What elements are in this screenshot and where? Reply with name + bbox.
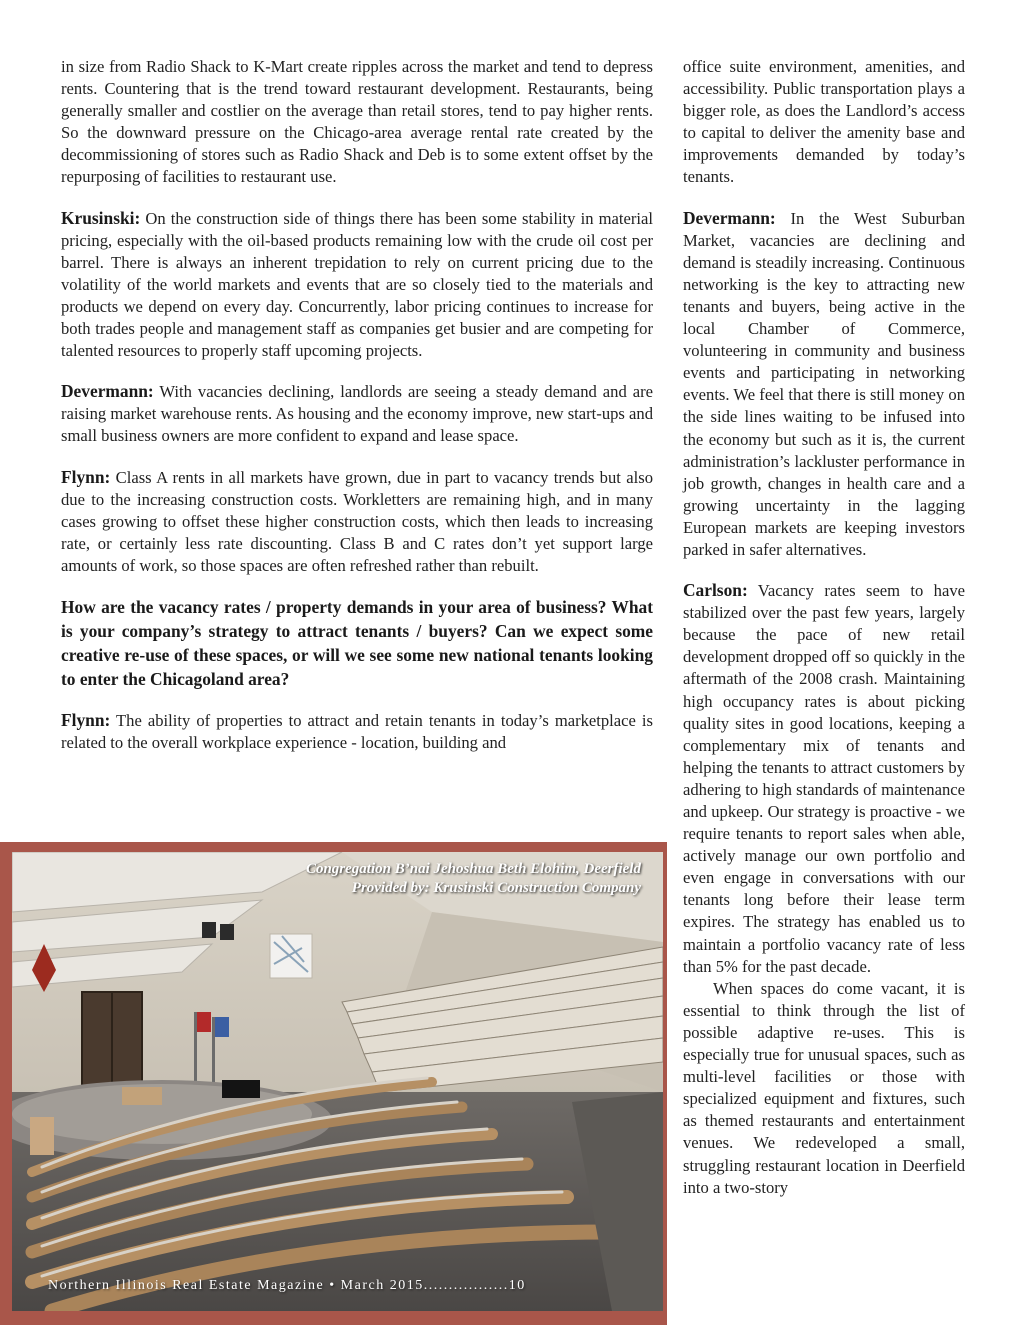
left-paragraph-2-text: On the construction side of things there has been some stability in material pricing, especially with the oil-based products remaining low with the crude oil cost per barrel. There is always an inherent trepidation to rely on current pricing due to the volatility of the world markets and events that are so closely tied to the materials and products we depend on every day. Concurrently, labor pricing continues to increase for both trades people and management staff as companies get busier and are competing for talented resources to properly staff upcoming projects. xyxy=(61,208,653,361)
speaker-devermann-2: Devermann: xyxy=(683,207,776,228)
speaker-krusinski: Krusinski: xyxy=(61,207,141,228)
page-footer: Northern Illinois Real Estate Magazine • March 2015.................10 xyxy=(48,1278,526,1293)
right-paragraph-3 xyxy=(683,579,965,978)
left-paragraph-2 xyxy=(61,207,653,363)
left-paragraph-4-text: Class A rents in all markets have grown, due in part to vacancy trends but also due to the increasing construction costs. Workletters are remaining high, and in many cases growing to offset these higher construction costs, which then leads to increasing rate, or certainly less rate discounting. Class B and C rates don’t yet support large amounts of work, so those spaces are often refreshed rather than rebuilt. xyxy=(61,467,653,575)
right-paragraph-1-text: office suite environment, amenities, and accessibility. Public transportation plays a bigger role, as does the Landlord’s access to capital to deliver the amenity base and improvements demanded by today’s tenants. xyxy=(683,57,965,187)
right-paragraph-3-text: Vacancy rates seem to have stabilized over the past few years, largely because the pace of new retail development dropped off so quickly in the aftermath of the 2008 crash. Maintaining high occupancy rates is about picking quality sites in good locations, keeping a complementary mix of tenants and helping the tenants to attract customers by adhering to high standards of maintenance and upkeep. Our strategy is proactive - we require tenants to report sales when able, actively manage our own portfolio and even engage in conversations with our tenants long before their lease term expires. The strategy has enabled us to maintain a portfolio vacancy rate of less than 5% for the past decade. xyxy=(683,581,965,976)
left-paragraph-5 xyxy=(61,709,653,754)
photo-caption-line-1: Congregation B’nai Jehoshua Beth Elohim, Deerfield xyxy=(305,861,641,877)
right-paragraph-4: When spaces do come vacant, it is essential to think through the list of possible adaptive re-uses. This is especially true for unusual spaces, such as multi-level facilities or those with specialized equipment and fixtures, such as themed restaurants and entertainment venues. We redeveloped a small, struggling restaurant location in Deerfield into a two-story xyxy=(683,978,965,1197)
left-paragraph-3-text: With vacancies declining, landlords are seeing a steady demand and are raising market warehouse rents. As housing and the economy improve, new start-ups and small business owners are more confident to expand and lease space. xyxy=(61,382,653,446)
right-paragraph-2-text: In the West Suburban Market, vacancies are declining and demand is steadily increasing. Continuous networking is the key to attracting new tenants and buyers, being active in the local Chamber of Commerce, volunteering in community and business events and participating in networking events. We feel that there is still money on the side lines waiting to be infused into the economy but such as it is, the current administration’s lackluster performance in job growth, changes in health care and a growing uncertainty in the lagging European markets are keeping investors parked in safer alternatives. xyxy=(683,208,965,559)
sanctuary-photo xyxy=(12,852,663,1311)
left-paragraph-1-text: in size from Radio Shack to K-Mart create ripples across the market and tend to depress rents. Countering that is the trend toward restaurant development. Restaurants, being generally smaller and costlier on the average than retail stores, tend to pay higher rents. So the downward pressure on the Chicago-area average rental rate created by the decommissioning of stores such as Radio Shack and Deb is to some extent offset by the repurposing of facilities to restaurant use. xyxy=(61,57,653,187)
right-column xyxy=(683,56,965,1199)
interview-question: How are the vacancy rates / property demands in your area of business? What is your company’s strategy to attract tenants / buyers? Can we expect some creative re-use of these spaces, or will we see some new national tenants looking to enter the Chicagoland area? xyxy=(61,596,653,689)
photo-caption xyxy=(306,860,641,898)
right-paragraph-1 xyxy=(683,56,965,189)
speaker-flynn-2: Flynn: xyxy=(61,709,111,730)
left-column xyxy=(61,56,653,772)
speaker-carlson: Carlson: xyxy=(683,580,748,601)
left-paragraph-4 xyxy=(61,466,653,577)
speaker-flynn: Flynn: xyxy=(61,466,111,487)
speaker-devermann: Devermann: xyxy=(61,381,154,402)
right-paragraph-2 xyxy=(683,207,965,562)
photo-caption-line-2: Provided by: Krusinski Construction Company xyxy=(351,880,641,896)
left-paragraph-1 xyxy=(61,56,653,189)
left-paragraph-3 xyxy=(61,380,653,447)
left-paragraph-5-text: The ability of properties to attract and retain tenants in today’s marketplace is related to the overall workplace experience - location, building and xyxy=(61,710,653,753)
sanctuary-illustration xyxy=(12,852,663,1311)
